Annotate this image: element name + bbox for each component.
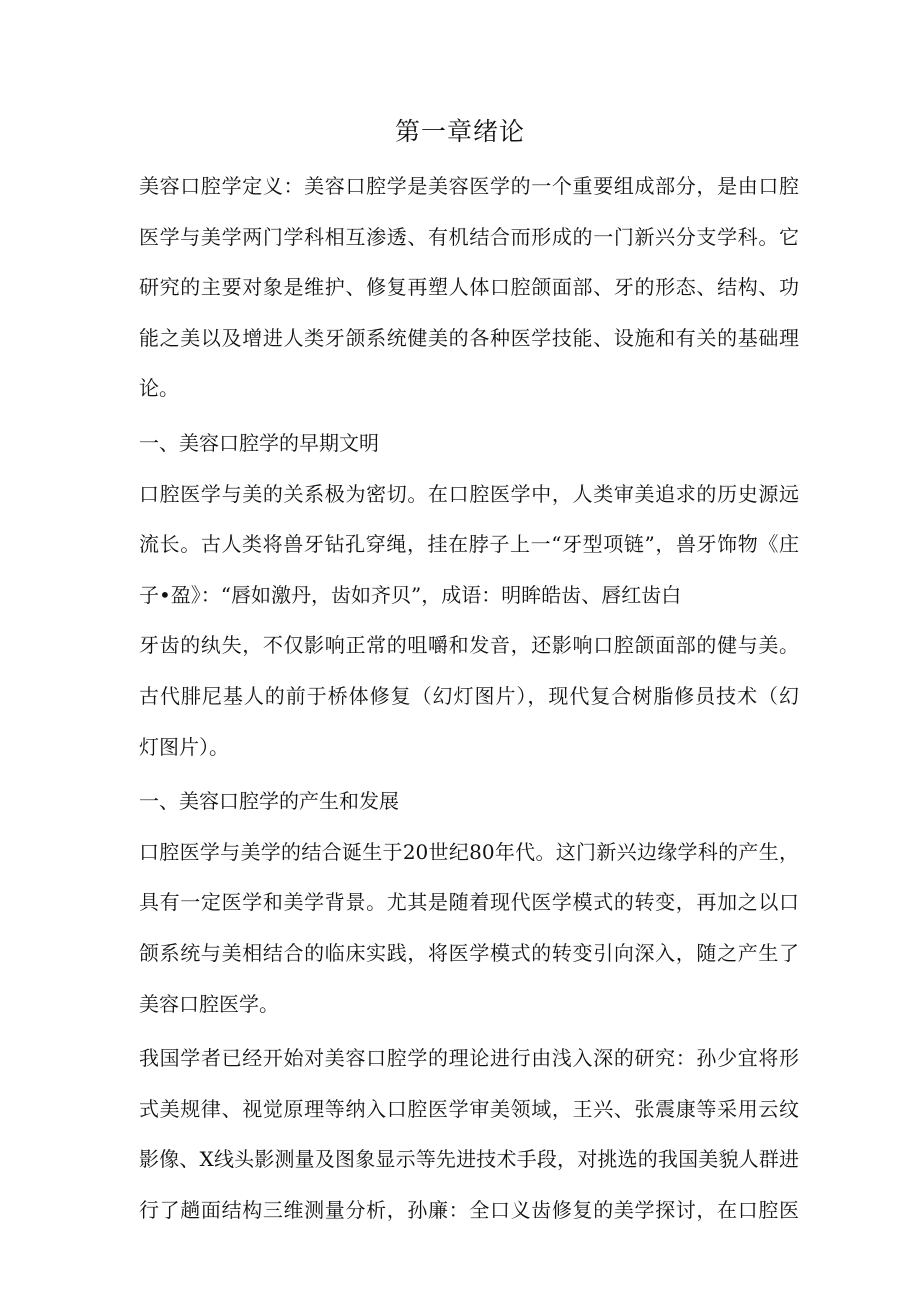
text-line: 古代腓尼基人的前于桥体修复（幻灯图片），现代复合树脂修员技术（幻 (139, 684, 799, 708)
text-line: 医学与美学两门学科相互渗透、有机结合而形成的一门新兴分支学科。它 (139, 225, 799, 249)
text-line: 式美规律、视觉原理等纳入口腔医学审美领域，王兴、张震康等采用云纹 (139, 1097, 799, 1121)
text-line: 灯图片）。 (139, 735, 229, 759)
text-line: 具有一定医学和美学背景。尤其是随着现代医学模式的转变，再加之以口 (139, 890, 799, 914)
text-line: 口腔医学与美的关系极为密切。在口腔医学中，人类审美追求的历史源远 (139, 482, 799, 506)
text-line: 影像、X线头影测量及图象显示等先进技术手段，对挑选的我国美貌人群进 (139, 1147, 799, 1171)
text-line: 论。 (139, 376, 179, 400)
text-line: 牙齿的纨失，不仅影响正常的咀嚼和发音，还影响口腔颌面部的健与美。 (139, 633, 799, 657)
section-heading: 一、美容口腔学的早期文明 (139, 431, 379, 455)
text-line: 颌系统与美相结合的临床实践，将医学模式的转变引向深入，随之产生了 (139, 941, 799, 965)
text-line: 行了趟面结构三维测量分析，孙廉：全口义齿修复的美学探讨，在口腔医 (139, 1198, 799, 1222)
text-line: 美容口腔学定义：美容口腔学是美容医学的一个重要组成部分，是由口腔 (139, 174, 799, 198)
chapter-title: 第一章绪论 (394, 117, 525, 146)
text-line: 我国学者已经开始对美容口腔学的理论进行由浅入深的研究：孙少宜将形 (139, 1046, 799, 1070)
text-line: 子•盈》：“唇如激丹，齿如齐贝”，成语：明眸皓齿、唇红齿白 (139, 583, 682, 607)
text-line: 美容口腔医学。 (139, 992, 279, 1016)
text-line: 口腔医学与美学的结合诞生于20世纪80年代。这门新兴边缘学科的产生， (139, 840, 799, 864)
text-line: 能之美以及增进人类牙颌系统健美的各种医学技能、设施和有关的基础理 (139, 326, 799, 350)
text-line: 流长。古人类将兽牙钻孔穿绳，挂在脖子上一“牙型项链”，兽牙饰物《庄 (139, 532, 799, 556)
text-line: 研究的主要对象是维护、修复再塑人体口腔颌面部、牙的形态、结构、功 (139, 275, 799, 299)
section-heading: 一、美容口腔学的产生和发展 (139, 789, 399, 813)
